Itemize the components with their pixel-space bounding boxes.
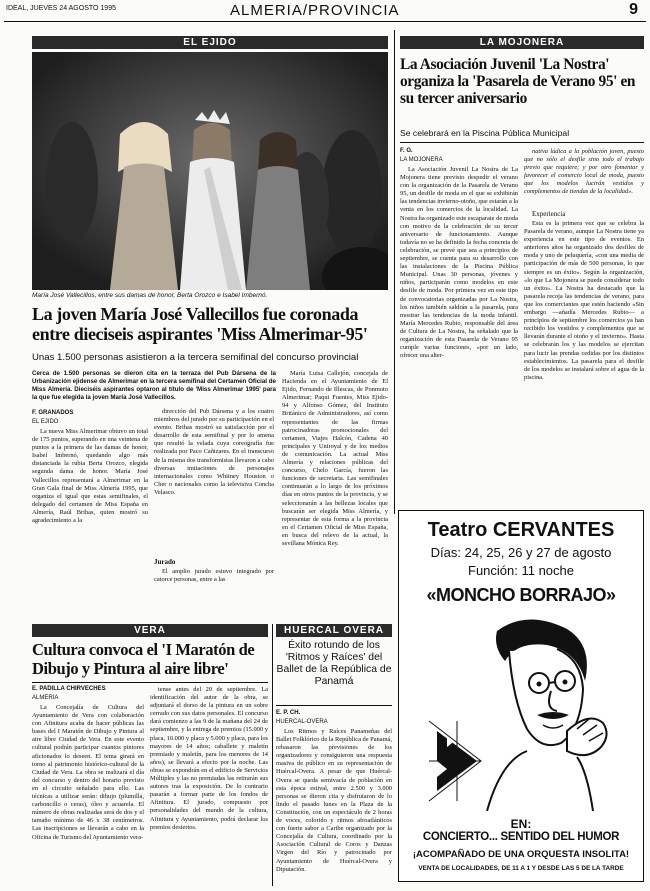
- section-tag-el-ejido: EL EJIDO: [32, 36, 388, 49]
- photo-caption: María José Vallecillos, entre sus damas de honor, Berta Orozco e Isabel Imbernó.: [32, 292, 268, 299]
- ejido-col-2-text: dirección del Pub Dársena y a los cuatro miembros del jurado por su participación en el evento. Brihas mostró su satisfacción por el desarrollo de esta semifinal y por lo amena que resultó la velada cuya coreografía fue realizada por Paco Cañizares. En el transcurso de la misma dos transformistas llevaron a cabo diversas imitaciones de personajes internacionales como Whitney Houston o Cher o nacionales como la televisiva Concha Velasco.: [154, 408, 274, 496]
- masthead-date: IDEAL, JUEVES 24 AGOSTO 1995: [6, 5, 116, 12]
- ad-show-title: CONCIERTO... SENTIDO DEL HUMOR: [422, 831, 620, 843]
- ad-orchestra-note: ¡ACOMPAÑADO DE UNA ORQUESTA INSOLITA!: [412, 849, 630, 860]
- mojonera-col-1-text: La Asociación Juvenil La Nostra de La Mojonera tiene previsto despedir el verano con la organización de la Pasarela de Verano 95, un desfile de moda en el que se exhibirán las tendencias invierno-otoño, que estarán a la venta en los comercios de la localidad. La Nostra ha organizado este escaparate de moda con motivo de la celebración de su tercer aniversario de funcionamiento. Aunque todavía no se ha definido la fecha concreta de celebración, se prevé que sea a principios de septiembre, se cuenta para su desarrollo con las instalaciones de la Piscina Pública Municipal. Unas 30 personas, jóvenes y niños, participarán como modelos en este desfile de moda. Por primera vez en este tipo de convocatorias organizadas por La Nostra, los niños también saldrán a la pasarela, para mostrar las tendencias de la moda infantil. María Mercedes Rubio, responsable del área de Cultura de La Nostra, ha señalado que la organización de esta Pasarela de Verano 95 cumple varias funciones, «por un lado, ofrecer una alter-: [400, 166, 518, 360]
- ejido-body-col-2b: [154, 568, 274, 620]
- ejido-headline: La joven María José Vallecillos fue coronada entre dieciseis aspirantes 'Miss Almerimar-95': [32, 304, 368, 344]
- section-tag-huercal-overa: HUERCAL OVERA: [276, 624, 392, 637]
- ad-title: Teatro CERVANTES: [427, 519, 615, 541]
- ad-en-label: EN:: [510, 817, 532, 831]
- huercal-byline: E. P. CH.: [276, 710, 301, 716]
- mojonera-experiencia-subhead: Experiencia: [532, 210, 566, 218]
- vera-rule: [32, 682, 268, 683]
- ejido-col-2b-text: El amplio jurado estuvo integrado por catorce personas, entre a las: [154, 568, 274, 584]
- teatro-cervantes-ad: [398, 510, 644, 882]
- vera-huercal-rule: [272, 624, 273, 886]
- mojonera-body-col-2b: [524, 220, 644, 502]
- header-rule: [4, 21, 646, 22]
- vera-byline: E. PADILLA CHIRVECHES: [32, 686, 106, 692]
- ad-ticket-info: VENTA DE LOCALIDADES, DE 11 A 1 Y DESDE LAS 5 DE LA TARDE: [418, 865, 624, 872]
- ad-dates: Días: 24, 25, 26 y 27 de agosto: [430, 545, 612, 560]
- vera-col-1-text: La Concejalía de Cultura del Ayuntamiento de Vera con colaboración con Afinitura acaba de hacer públicas las bases del I Maratón de Dibujo y Pintura al aire libre Ciudad de Vera. En este evento cultural podrán participar cuantos pintores aficionados lo deseen. El tema girará en torno al patrimonio histórico-cultural de la Ciudad de Vera. La obra se realizará el día del concurso y dentro del horario previsto en el circuito señalado para ello. Las técnicas a utilizar serán: dibujo (plumilla, carboncillo o ceras), óleo y acuarela. El número de obras realizadas será de dos y el tamaño mínimo de 46 x 38 centímetros. Las inscripciones se llevarán a cabo en la Oficina de Turismo del Ayuntamiento vera-: [32, 704, 144, 841]
- mojonera-col-2b-text: Esta es la primera vez que se celebra la Pasarela de verano, aunque La Nostra tiene ya experiencia en este tipo de eventos. En anteriores años ha organizado dos desfiles de moda y uno de peluquería, «con una media de participación de más de 500 personas, lo que siempre es un éxito». Según la organización, «lo que La Mojonera se puede considerar todo un éxito». La Nostra ha destacado que la pasarela recoja las tendencias de verano, para que los comerciantes que estén haciendo «Sin embargo —añadía Mercedes Rubio— a principios de septiembre los comercios ya han recibido los vestidos y complementos que se llevarán durante el otoño y el invierno». Hasta se celebrarán los y las modelos se ejercitan para lucir las prendas cedidas por los distintos establecimientos. La pasarela para el desfile de los modelos se instalará sobre el agua de la piscina.: [524, 220, 644, 381]
- ejido-body-col-2: [154, 408, 274, 556]
- ejido-subhead: Unas 1.500 personas asistieron a la tercera semifinal del concurso provincial: [32, 352, 359, 363]
- mojonera-body-col-1: [400, 166, 518, 502]
- huercal-place: HUERCAL-OVERA: [276, 719, 328, 725]
- ejido-jurado-subhead: Jurado: [154, 558, 176, 566]
- ejido-lead: Cerca de 1.500 personas se dieron cita en la terraza del Pub Dársena de la Urbanización ejidense de Almerimar en la tercera semifinal del Certamen Oficial de Miss Almería. Dieciséis aspirantes optaron al título de 'Miss Almerimar 1995' para la que fue elegida la joven María José Vallecillos.: [32, 370, 276, 401]
- ejido-body-col-3: [282, 370, 388, 618]
- section-tag-vera: VERA: [32, 624, 268, 637]
- column-rule: [394, 30, 395, 514]
- ejido-col-3-text: María Luisa Callejón, concejala de Hacienda en el Ayuntamiento de El Ejido, Fernando de Illescas, de Ponmoto Almerimar; Paqui Fuentes, Miss Ejido-94 y Alfonso Gómez, del Instituto Británico de Administradores, así como representantes de las firmas patrocinadoras promocionales del certamen, Viajes Halcón, Cadena 40 principales y Uniroyal y de los medios de comunicación. La actual Miss Almería y relaciones públicas del concurso, Chelo García, fueron las funciones de secretaria. Las semifinales continuarán a lo largo de los próximos días en otros puntos de la provincia, y se seleccionarán a las bellezas locales que buscarán ser elegida Miss Almería, y representar de esta forma a la provincia en el Certamen Oficial de Miss España, en busca del relevo de la actual, la sevillana Mónica Rey.: [282, 370, 388, 547]
- huercal-rule: [276, 705, 392, 706]
- vera-body-col-1: [32, 704, 144, 884]
- page-number: 9: [629, 1, 638, 18]
- ejido-byline: F. GRANADOS: [32, 410, 74, 416]
- mojonera-place: LA MOJONERA: [400, 157, 443, 163]
- ad-caricature-illustration: [417, 611, 625, 811]
- huercal-col-text: Los Ritmos y Raíces Panameñas del Ballet Folklórico de la República de Panamá, rebasaron las previsiones de los organizadores y consiguieron una respuesta masiva de público en su representación de Huércal-Overa. A pesar de que Huércal-Overa se queda semivacía de población en esta época estival, entre 2.500 y 3.000 personas se dieron cita y disfrutaron de lo lindo el pasado lunes en la Plaza de la Constitución, con un espectáculo de 2 horas de voces, colorido y ritmos afroatlánticos con fuerte sabor a Caribe organizado por la Concejalía de Cultura, coordinado por la Asociación Cultural de Coros y Danzas Virgen del Río y patrocinado por Ayuntamiento de Huércal-Overa y Diputación.: [276, 728, 392, 873]
- vera-place: ALMERIA: [32, 695, 59, 701]
- section-tag-mojonera: LA MOJONERA: [400, 36, 644, 49]
- vera-headline: Cultura convoca el 'I Maratón de Dibujo y Pintura al aire libre': [32, 640, 255, 678]
- ejido-place: EL EJIDO: [32, 419, 59, 425]
- mojonera-headline: La Asociación Juvenil 'La Nostra' organiza la 'Pasarela de Verano 95' en su tercer aniversario: [400, 56, 636, 107]
- mojonera-byline: F. G.: [400, 148, 413, 154]
- mojonera-col-2-text: nativa lúdica a la población joven, puesto que no sólo el desfile sino todo el trabajo previo que requiere; y por otro fomentar y favorecer el comercio local de moda, puesto que los modelos lucirán vestidos y complementos de tiendas de la localidad».: [524, 148, 644, 196]
- mojonera-rule: [400, 142, 644, 143]
- mojonera-body-col-2: [524, 148, 644, 208]
- huercal-body-col: [276, 728, 392, 884]
- ejido-col-1-text: La nueva Miss Almerimar obtuvo un total de 175 puntos, superando en una veintena de puntos a la primera de las damas de honor, Isabel Imbernó, quedando algo más distanciada la rubia Berta Orozco, elegida segunda dama de honor. María José Vallecillos representará a Almerimar en la Gran Gala final de Miss Almería 1995, que organiza el igual que estas semifinales, el delegado del certamen de Miss España en Almería, Raúl Brihas, quien mostró su agradecimiento a la: [32, 428, 148, 525]
- vera-col-2-text: tense antes del 20 de septiembre. La identificación del autor de la obra, se adjuntará el dorso de la pintura en un sobre cerrado con sus datos personales. El concurso dará comienzo a las 9 de la mañana del 24 de septiembre, y la entrega de premios (15.000 y placa, 10.000 y placa y 5.000 y placa, para los mayores de 14 años; caballete y maletín premiado y maletín, para los menores de 14 años), se llevará a efecto por la noche. Las obras se expondrán en el edificio de Servicios Múltiples y las no premiadas las retirarán sus autores tras la exposición. De lo contrario pasarán a formar parte de los fondos de Afinitura. El jurado, compuesto por personalidades del mundo de la cultura, Afinitura y Ayuntamiento, podrá declarar los premios desiertos.: [150, 686, 268, 831]
- ejido-body-col-1: [32, 428, 148, 620]
- section-title: ALMERIA/PROVINCIA: [230, 2, 400, 19]
- ad-time: Función: 11 noche: [468, 563, 574, 578]
- mojonera-subhead: Se celebrará en la Piscina Pública Municipal: [400, 128, 570, 138]
- beauty-pageant-photo: [32, 52, 388, 290]
- vera-body-col-2: [150, 686, 268, 884]
- ad-artist: «MONCHO BORRAJO»: [426, 585, 616, 605]
- huercal-headline: Éxito rotundo de los 'Ritmos y Raíces' del Ballet de la República de Panamá: [276, 640, 392, 687]
